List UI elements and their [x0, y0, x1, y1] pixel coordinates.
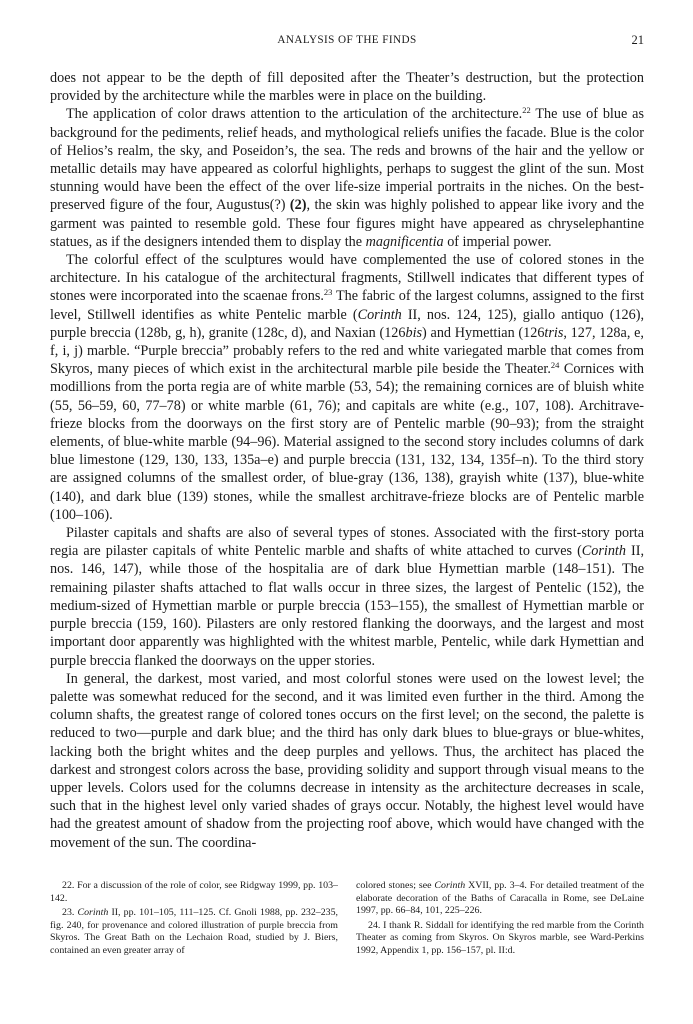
italic-tris: tris — [544, 324, 564, 341]
italic-corinth: Corinth — [357, 306, 402, 323]
page-number: 21 — [631, 33, 644, 47]
italic-magnificentia: magnificentia — [365, 233, 444, 250]
paragraph-4 — [50, 524, 644, 670]
figure-ref-2: (2) — [289, 197, 307, 214]
footnote-ref-23: 23 — [323, 287, 333, 298]
footnotes-left-column — [50, 880, 338, 958]
footnote-24: 24. I thank R. Siddall for identifying the red marble from the Corinth Theater as coming from Skyros. On Skyros marble, see Ward-Perkins 1992, Appendix 1, pp. 156–157, pl. II:d. — [356, 919, 644, 956]
paragraph-1-text: does not appear to be the depth of fill deposited after the Theater’s destruction, but the protection provided by the architecture while the marbles were in place on the building. — [50, 70, 644, 105]
running-title: ANALYSIS OF THE FINDS — [277, 34, 417, 46]
footnote-ref-22: 22 — [522, 105, 531, 116]
footnote-ref-24: 24 — [550, 360, 560, 371]
footnote-23-text: II, pp. 101–105, 111–125. Cf. Gnoli 1988, pp. 232–235, fig. 240, for provenance and colored illustration of purple breccia from Skyros. The Great Bath on the Lechaion Road, studied by J. Biers, contained an even greater array of — [50, 907, 339, 956]
paragraph-3-text-c: II, nos. 124, 125), giallo antiquo (126), purple breccia (128b, g, h), granite (128c, d), and Naxian (126 — [50, 306, 644, 341]
footnotes-right-column — [356, 880, 644, 958]
paragraph-1 — [50, 69, 644, 105]
italic-corinth: Corinth — [581, 543, 626, 560]
italic-corinth: Corinth — [434, 880, 466, 891]
paragraph-2-text-b: The use of blue as background for the pediments, relief heads, and mythological reliefs unifies the facade. Blue is the color of Helios’s realm, the sky, and Poseidon’s, the sea. The reds and browns of the hair and the yellow or metallic details may have appeared as colorful highlights, perhaps to suggest the glint of the sun. Most stunning would have been the effect of the over life-size imperial portraits in the niches. On the best-preserved figure of the four, Augustus(?) — [50, 106, 644, 214]
paragraph-3-text-f: Cornices with modillions from the porta regia are of white marble (53, 54); the remaining cornices are of bluish white (55, 56–59, 60, 77–78) or white marble (61, 76); and capitals are white (e.g., 107, 108). Architrave-frieze blocks from the doorways on the first story are of Pentelic marble (90–93); from the straight elements, of blue-white marble (94–96). Material assigned to the second story includes columns of dark blue limestone (129, 130, 133, 135a–e) and purple breccia (131, 132, 134, 135f–n). To the third story are assigned columns of the smallest order, of blue-gray (136, 138), grayish white (137), blue-white (140), and dark blue (139) stones, while the smallest architrave-frieze blocks are of Pentelic marble (100–106). — [50, 361, 645, 523]
paragraph-4-text-b: II, nos. 146, 147), while those of the hospitalia are of dark blue Hymettian marble (148–151). The remaining pilaster shafts attached to flat walls occur in three sizes, the largest of Pentelic (152), the medium-sized of Hymettian marble or purple breccia (153–155), the smallest of Hymettian marble or purple breccia (159, 160). Pilasters are only restored flanking the doorways, and the largest and most important door apparently was highlighted with the whitest marble, Pentelic, while dark Hymettian and purple breccia flanked the doorways on the upper stories. — [50, 543, 644, 669]
paragraph-3-text-d: ) and Hymettian (126 — [422, 324, 545, 341]
footnote-23 — [50, 907, 338, 957]
footnote-23-continued — [356, 880, 644, 918]
italic-bis: bis — [405, 324, 423, 341]
italic-corinth: Corinth — [77, 907, 109, 919]
main-text — [50, 69, 644, 852]
footnote-23-cont-text-a: colored stones; see — [356, 880, 435, 891]
paragraph-2 — [50, 105, 644, 251]
paragraph-2-text-c: , the skin was highly polished to appear like ivory and the garment was painted to resemble gold. These four figures might have appeared as chryselephantine statues, as if the designers intended them to display the — [50, 197, 644, 250]
footnote-23-cont-text-b: XVII, pp. 3–4. For detailed treatment of the elaborate decoration of the Baths of Caracalla in Rome, see DeLaine 1997, pp. 66–84, 101, 225–226. — [356, 880, 645, 917]
footnotes — [50, 880, 644, 958]
running-header — [50, 34, 644, 50]
paragraph-2-text-a: The application of color draws attention to the articulation of the architecture. — [66, 106, 523, 123]
paragraph-2-text-e: of imperial power. — [443, 233, 552, 250]
paragraph-3-text-a: The colorful effect of the sculptures would have complemented the use of colored stones in the architecture. In his catalogue of the architectural fragments, Stillwell indicates that different types of stones were incorporated into the scaenae frons. — [50, 252, 644, 305]
footnote-23-number: 23. — [62, 907, 78, 919]
paragraph-4-text-a: Pilaster capitals and shafts are also of several types of stones. Associated with the first-story porta regia are pilaster capitals of white Pentelic marble and shafts of white attached to curves ( — [50, 525, 644, 560]
paragraph-3-text-e: , 127, 128a, e, f, i, j) marble. “Purple breccia” probably refers to the red and white variegated marble that comes from Skyros, many pieces of which exist in the architectural marble pile beside the Theater. — [50, 324, 644, 378]
footnote-22: 22. For a discussion of the role of color, see Ridgway 1999, pp. 103–142. — [50, 880, 338, 904]
paragraph-5-text: In general, the darkest, most varied, and most colorful stones were used on the lowest level; the palette was somewhat reduced for the second, and it was limited even further in the third. Among the column shafts, the greatest range of colored tones occurs on the first level; on the second, the palette is reduced to two—purple and dark blue; and the third has only dark blues to blue-grays or blue-whites, lacking both the bright whites and the deep purples and yellows. Thus, the architect has placed the darkest and strongest colors across the base, providing solidity and support through visual means to the upper levels. Colors used for the columns decrease in intensity as the architecture decreases in scale, such that in the highest level only varied shades of grays occur. Notably, the highest level would have had the greatest amount of shadow from the projecting roof above, which would have changed with the movement of the sun. The coordina- — [50, 670, 644, 851]
paragraph-3-text-b: The fabric of the largest columns, assigned to the first level, Stillwell identifies as white Pentelic marble ( — [50, 288, 645, 323]
paragraph-5 — [50, 670, 644, 852]
paragraph-3 — [50, 251, 644, 524]
